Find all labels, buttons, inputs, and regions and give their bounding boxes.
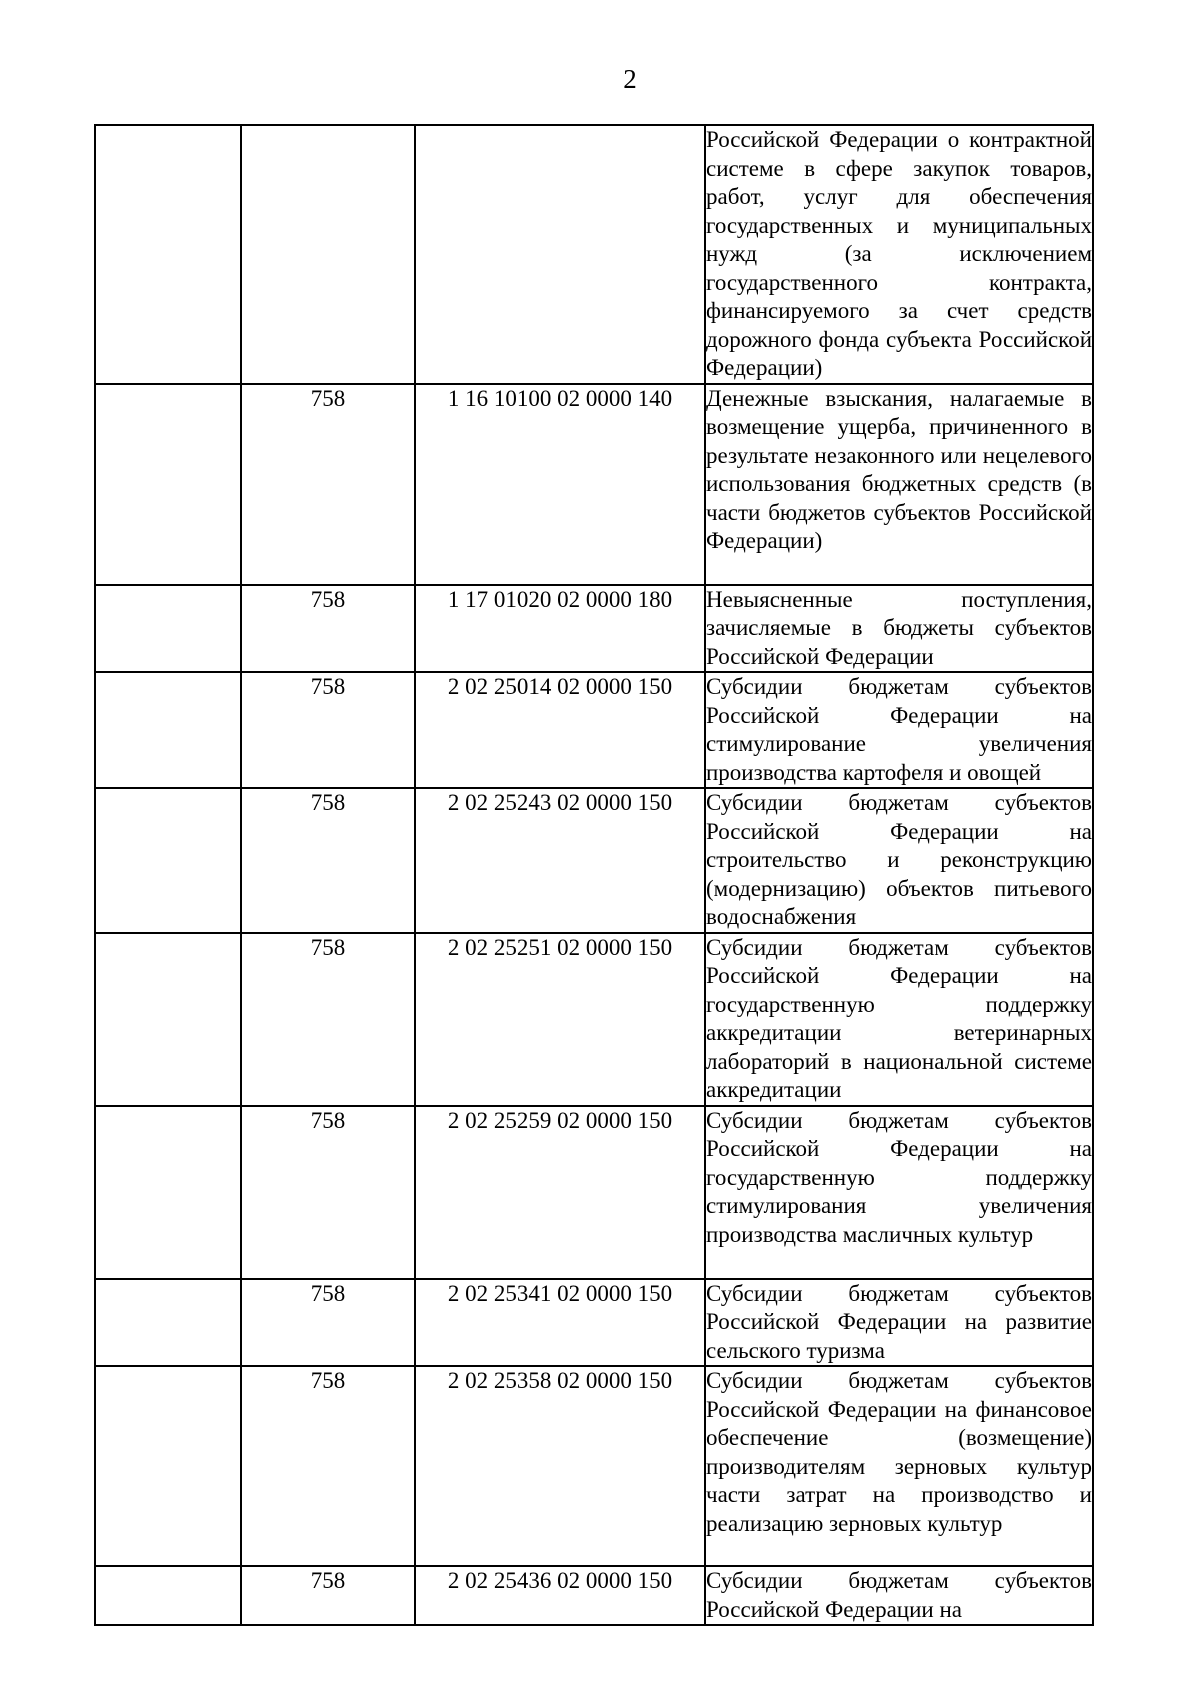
budget-code-cell: 2 02 25243 02 0000 150: [415, 788, 705, 933]
empty-cell: [95, 788, 241, 933]
description-cell: Субсидии бюджетам субъектов Российской Федерации на государственную поддержку стимулирования увеличения производства масличных культур: [705, 1106, 1093, 1279]
empty-cell: [95, 384, 241, 585]
table-row: [95, 125, 1093, 384]
admin-code-cell: 758: [241, 672, 415, 788]
revenue-codes-table: [94, 124, 1094, 1626]
table-row: [95, 672, 1093, 788]
budget-code-cell: 2 02 25436 02 0000 150: [415, 1566, 705, 1625]
empty-cell: [95, 1566, 241, 1625]
table-row: [95, 933, 1093, 1106]
empty-cell: [95, 125, 241, 384]
description-cell: Денежные взыскания, налагаемые в возмещение ущерба, причиненного в результате незаконного или нецелевого использования бюджетных средств (в части бюджетов субъектов Российской Федерации): [705, 384, 1093, 585]
budget-code-cell: 2 02 25358 02 0000 150: [415, 1366, 705, 1566]
budget-code-cell: 1 16 10100 02 0000 140: [415, 384, 705, 585]
admin-code-cell: 758: [241, 1279, 415, 1367]
description-cell: Субсидии бюджетам субъектов Российской Федерации на: [705, 1566, 1093, 1625]
table-row: [95, 1566, 1093, 1625]
admin-code-cell: 758: [241, 1366, 415, 1566]
table-row: [95, 788, 1093, 933]
description-cell: Невыясненные поступления, зачисляемые в бюджеты субъектов Российской Федерации: [705, 585, 1093, 673]
description-cell: Субсидии бюджетам субъектов Российской Федерации на государственную поддержку аккредитации ветеринарных лабораторий в национальной системе аккредитации: [705, 933, 1093, 1106]
admin-code-cell: 758: [241, 1566, 415, 1625]
page-number: 2: [623, 64, 637, 94]
admin-code-cell: 758: [241, 788, 415, 933]
table-row: [95, 1279, 1093, 1367]
budget-code-cell: [415, 125, 705, 384]
empty-cell: [95, 933, 241, 1106]
description-cell: Субсидии бюджетам субъектов Российской Федерации на строительство и реконструкцию (модернизацию) объектов питьевого водоснабжения: [705, 788, 1093, 933]
admin-code-cell: 758: [241, 1106, 415, 1279]
empty-cell: [95, 1279, 241, 1367]
admin-code-cell: 758: [241, 933, 415, 1106]
admin-code-cell: 758: [241, 585, 415, 673]
admin-code-cell: 758: [241, 384, 415, 585]
empty-cell: [95, 585, 241, 673]
table-row: [95, 1106, 1093, 1279]
budget-code-cell: 2 02 25014 02 0000 150: [415, 672, 705, 788]
table-row: [95, 384, 1093, 585]
table-row: [95, 585, 1093, 673]
empty-cell: [95, 1106, 241, 1279]
description-cell: Субсидии бюджетам субъектов Российской Федерации на стимулирование увеличения производства картофеля и овощей: [705, 672, 1093, 788]
description-cell: Субсидии бюджетам субъектов Российской Федерации на финансовое обеспечение (возмещение) производителям зерновых культур части затрат на производство и реализацию зерновых культур: [705, 1366, 1093, 1566]
description-cell: Субсидии бюджетам субъектов Российской Федерации на развитие сельского туризма: [705, 1279, 1093, 1367]
budget-code-cell: 2 02 25259 02 0000 150: [415, 1106, 705, 1279]
empty-cell: [95, 1366, 241, 1566]
table-row: [95, 1366, 1093, 1566]
budget-code-cell: 2 02 25341 02 0000 150: [415, 1279, 705, 1367]
empty-cell: [95, 672, 241, 788]
budget-code-cell: 1 17 01020 02 0000 180: [415, 585, 705, 673]
admin-code-cell: [241, 125, 415, 384]
budget-code-cell: 2 02 25251 02 0000 150: [415, 933, 705, 1106]
description-cell: Российской Федерации о контрактной системе в сфере закупок товаров, работ, услуг для обеспечения государственных и муниципальных нужд (за исключением государственного контракта, финансируемого за счет средств дорожного фонда субъекта Российской Федерации): [705, 125, 1093, 384]
